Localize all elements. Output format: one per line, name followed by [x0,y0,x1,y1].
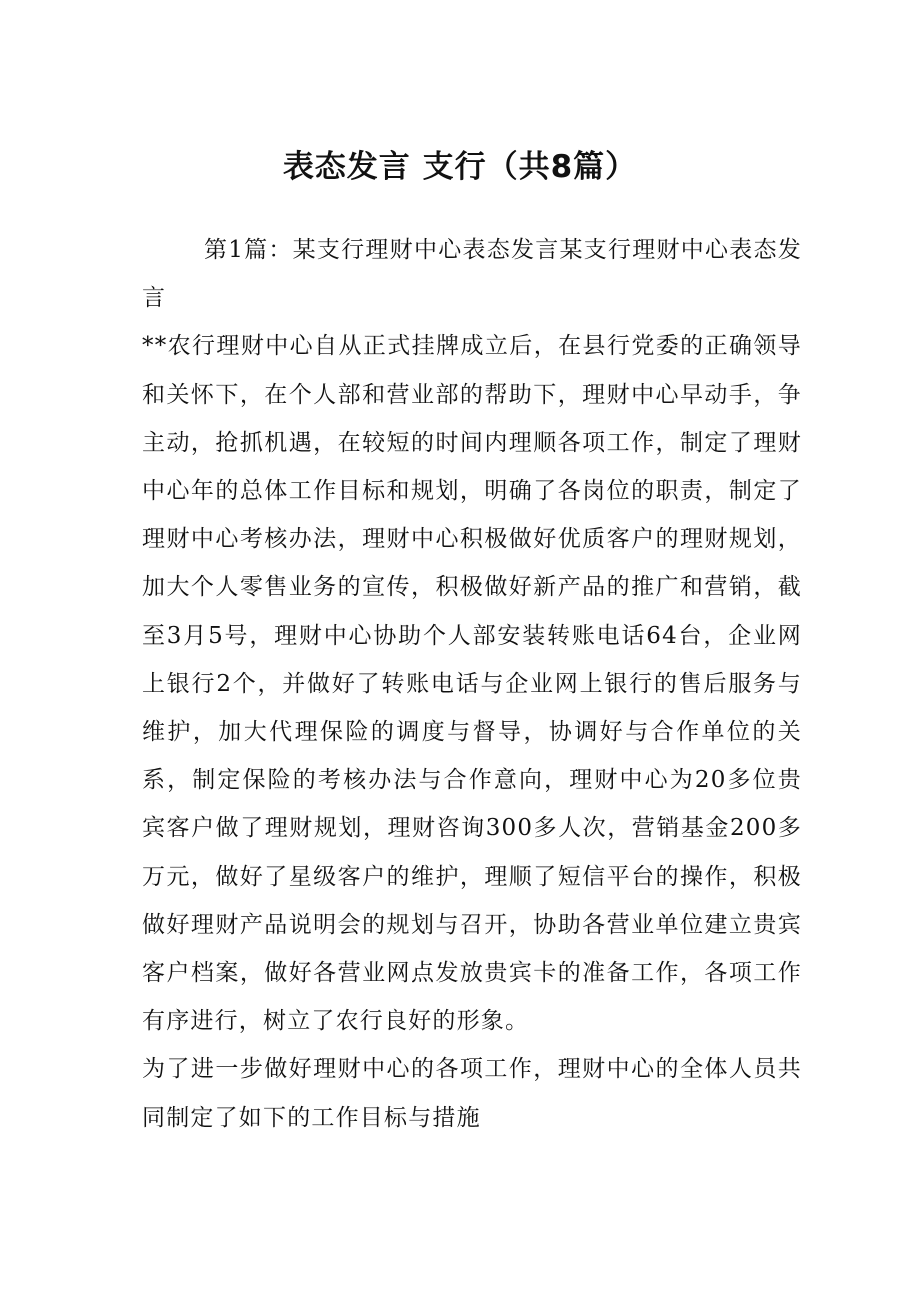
page-title: 表态发言 支行（共8篇） [282,149,638,185]
paragraph-heading: 第1篇：某支行理财中心表态发言某支行理财中心表态发言 [142,237,802,312]
paragraph-body: **农行理财中心自从正式挂牌成立后，在县行党委的正确领导和关怀下，在个人部和营业部的帮助下，理财中心早动手，争主动，抢抓机遇，在较短的时间内理顺各项工作，制定了理财中心年的总体工作目标和规划，明确了各岗位的职责，制定了理财中心考核办法，理财中心积极做好优质客户的理财规划，加大个人零售业务的宣传，积极做好新产品的推广和营销，截至3月5号，理财中心协助个人部安装转账电话64台，企业网上银行2个，并做好了转账电话与企业网上银行的售后服务与维护，加大代理保险的调度与督导，协调好与合作单位的关系，制定保险的考核办法与合作意向，理财中心为20多位贵宾客户做了理财规划，理财咨询300多人次，营销基金200多万元，做好了星级客户的维护，理顺了短信平台的操作，积极做好理财产品说明会的规划与召开，协助各营业单位建立贵宾客户档案，做好各营业网点发放贵宾卡的准备工作，各项工作有序进行，树立了农行良好的形象。 [142,333,802,1035]
document-body [142,226,802,1142]
paragraph-closing: 为了进一步做好理财中心的各项工作，理财中心的全体人员共同制定了如下的工作目标与措施 [142,1056,802,1131]
